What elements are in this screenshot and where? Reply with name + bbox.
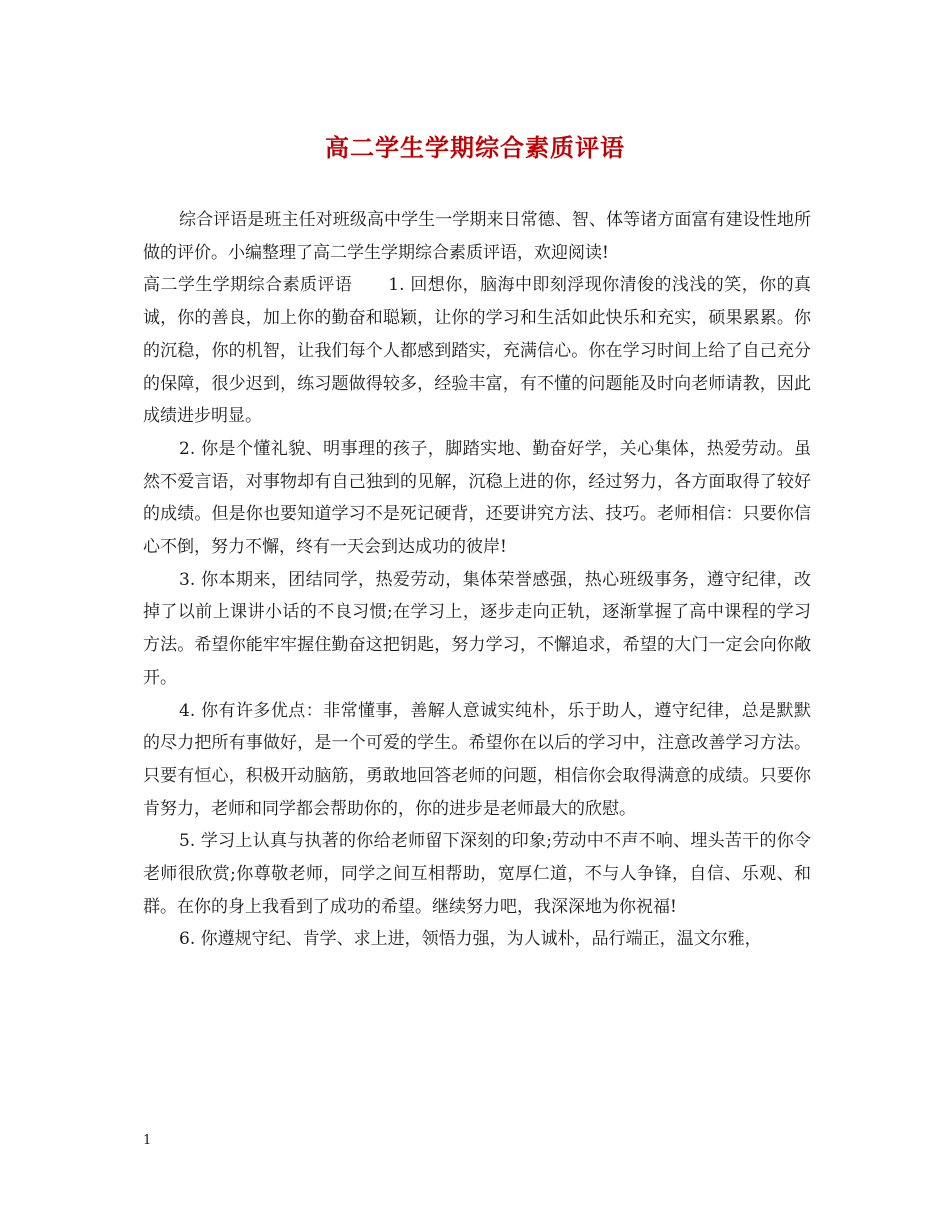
intro-paragraph: 综合评语是班主任对班级高中学生一学期来日常德、智、体等诸方面富有建设性地所做的评价。小编整理了高二学生学期综合素质评语，欢迎阅读! — [143, 210, 811, 263]
item-paragraph-1 — [143, 269, 811, 433]
section-label: 高二学生学期综合素质评语 — [143, 275, 353, 296]
document-title: 高二学生学期综合素质评语 — [325, 133, 625, 162]
document-body — [143, 204, 811, 956]
item-paragraph-6: 6. 你遵规守纪、肯学、求上进，领悟力强，为人诚朴，品行端正，温文尔雅， — [179, 929, 762, 950]
item-paragraph-3: 3. 你本期来，团结同学，热爱劳动，集体荣誉感强，热心班级事务，遵守纪律，改掉了以前上课讲小话的不良习惯;在学习上，逐步走向正轨，逐渐掌握了高中课程的学习方法。希望你能牢牢握住勤奋这把钥匙，努力学习，不懈追求，希望的大门一定会向你敞开。 — [143, 569, 811, 688]
item-paragraph-5: 5. 学习上认真与执著的你给老师留下深刻的印象;劳动中不声不响、埋头苦干的你令老师很欣赏;你尊敬老师，同学之间互相帮助，宽厚仁道，不与人争锋，自信、乐观、和群。在你的身上我看到了成功的希望。继续努力吧，我深深地为你祝福! — [143, 831, 811, 917]
item-paragraph-2: 2. 你是个懂礼貌、明事理的孩子，脚踏实地、勤奋好学，关心集体，热爱劳动。虽然不爱言语，对事物却有自己独到的见解，沉稳上进的你，经过努力，各方面取得了较好的成绩。但是你也要知道学习不是死记硬背，还要讲究方法、技巧。老师相信：只要你信心不倒，努力不懈，终有一天会到达成功的彼岸! — [143, 438, 811, 558]
item-text-1: 1. 回想你，脑海中即刻浮现你清俊的浅浅的笑，你的真诚，你的善良，加上你的勤奋和聪颖，让你的学习和生活如此快乐和充实，硕果累累。你的沉稳，你的机智，让我们每个人都感到踏实，充满信心。你在学习时间上给了自己充分的保障，很少迟到，练习题做得较多，经验丰富，有不懂的问题能及时向老师请教，因此成绩进步明显。 — [143, 275, 812, 427]
item-paragraph-4: 4. 你有许多优点：非常懂事，善解人意诚实纯朴，乐于助人，遵守纪律，总是默默的尽力把所有事做好，是一个可爱的学生。希望你在以后的学习中，注意改善学习方法。只要有恒心，积极开动脑筋，勇敢地回答老师的问题，相信你会取得满意的成绩。只要你肯努力，老师和同学都会帮助你的，你的进步是老师最大的欣慰。 — [143, 700, 811, 819]
page-number: 1 — [143, 1133, 152, 1148]
